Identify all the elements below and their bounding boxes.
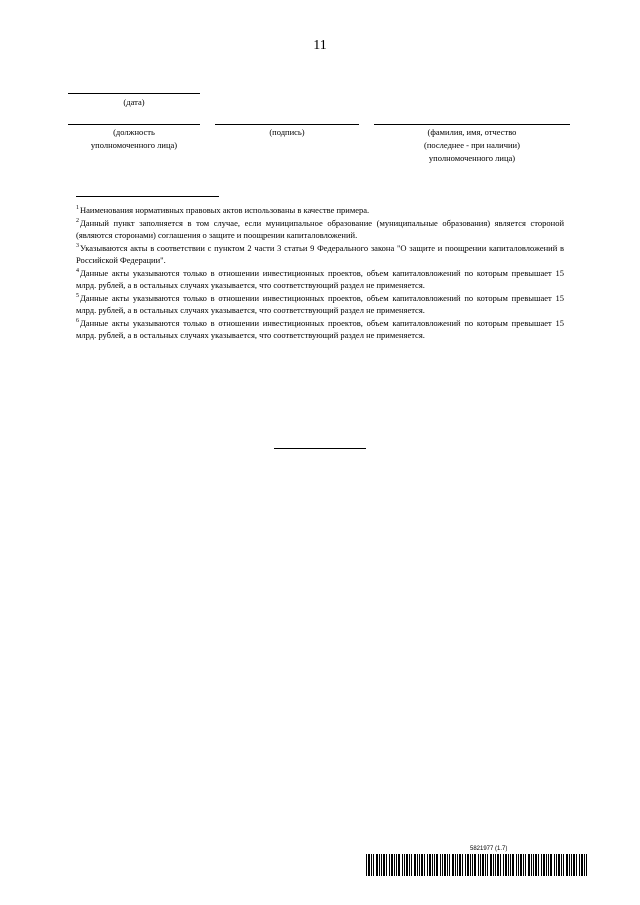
footnotes bbox=[76, 204, 564, 342]
position-line bbox=[68, 124, 200, 125]
footnote-2: $^2$Данный пункт заполняется в том случае, если муниципальное образование (муниципальные образования) является стороной (являются сторонами) соглашения о защите и поощрении капиталовложений. bbox=[76, 217, 564, 240]
position-caption: (должность уполномоченного лица) bbox=[90, 127, 178, 150]
barcode-caption: 5821977 (1.7) bbox=[470, 846, 508, 852]
date-line bbox=[68, 93, 200, 94]
end-of-document-line bbox=[274, 448, 366, 449]
barcode-icon bbox=[366, 854, 588, 876]
footnote-4: $^4$Данные акты указываются только в отношении инвестиционных проектов, объем капиталовложений по которым превышает 15 млрд. рублей, а в остальных случаях указывается, что соответствующий раздел не применяется. bbox=[76, 267, 564, 290]
signature-line bbox=[215, 124, 359, 125]
name-line bbox=[374, 124, 570, 125]
footnote-6: $^6$Данные акты указываются только в отношении инвестиционных проектов, объем капиталовложений по которым превышает 15 млрд. рублей, а в остальных случаях указывается, что соответствующий раздел не применяется. bbox=[76, 317, 564, 340]
footnote-1: $^1$Наименования нормативных правовых актов использованы в качестве примера. bbox=[76, 205, 370, 215]
footnote-3: $^3$Указываются акты в соответствии с пунктом 2 части 3 статьи 9 Федерального закона "О защите и поощрении капиталовложений в Российской Федерации". bbox=[76, 242, 564, 265]
date-caption: (дата) bbox=[123, 97, 145, 107]
signature-caption: (подпись) bbox=[269, 127, 305, 137]
footnote-5: $^5$Данные акты указываются только в отношении инвестиционных проектов, объем капиталовложений по которым превышает 15 млрд. рублей, а в остальных случаях указывается, что соответствующий раздел не применяется. bbox=[76, 292, 564, 315]
page-number: 11 bbox=[313, 38, 327, 53]
footnote-separator bbox=[76, 196, 219, 197]
name-caption: (фамилия, имя, отчество (последнее - при наличии) уполномоченного лица) bbox=[424, 127, 520, 163]
